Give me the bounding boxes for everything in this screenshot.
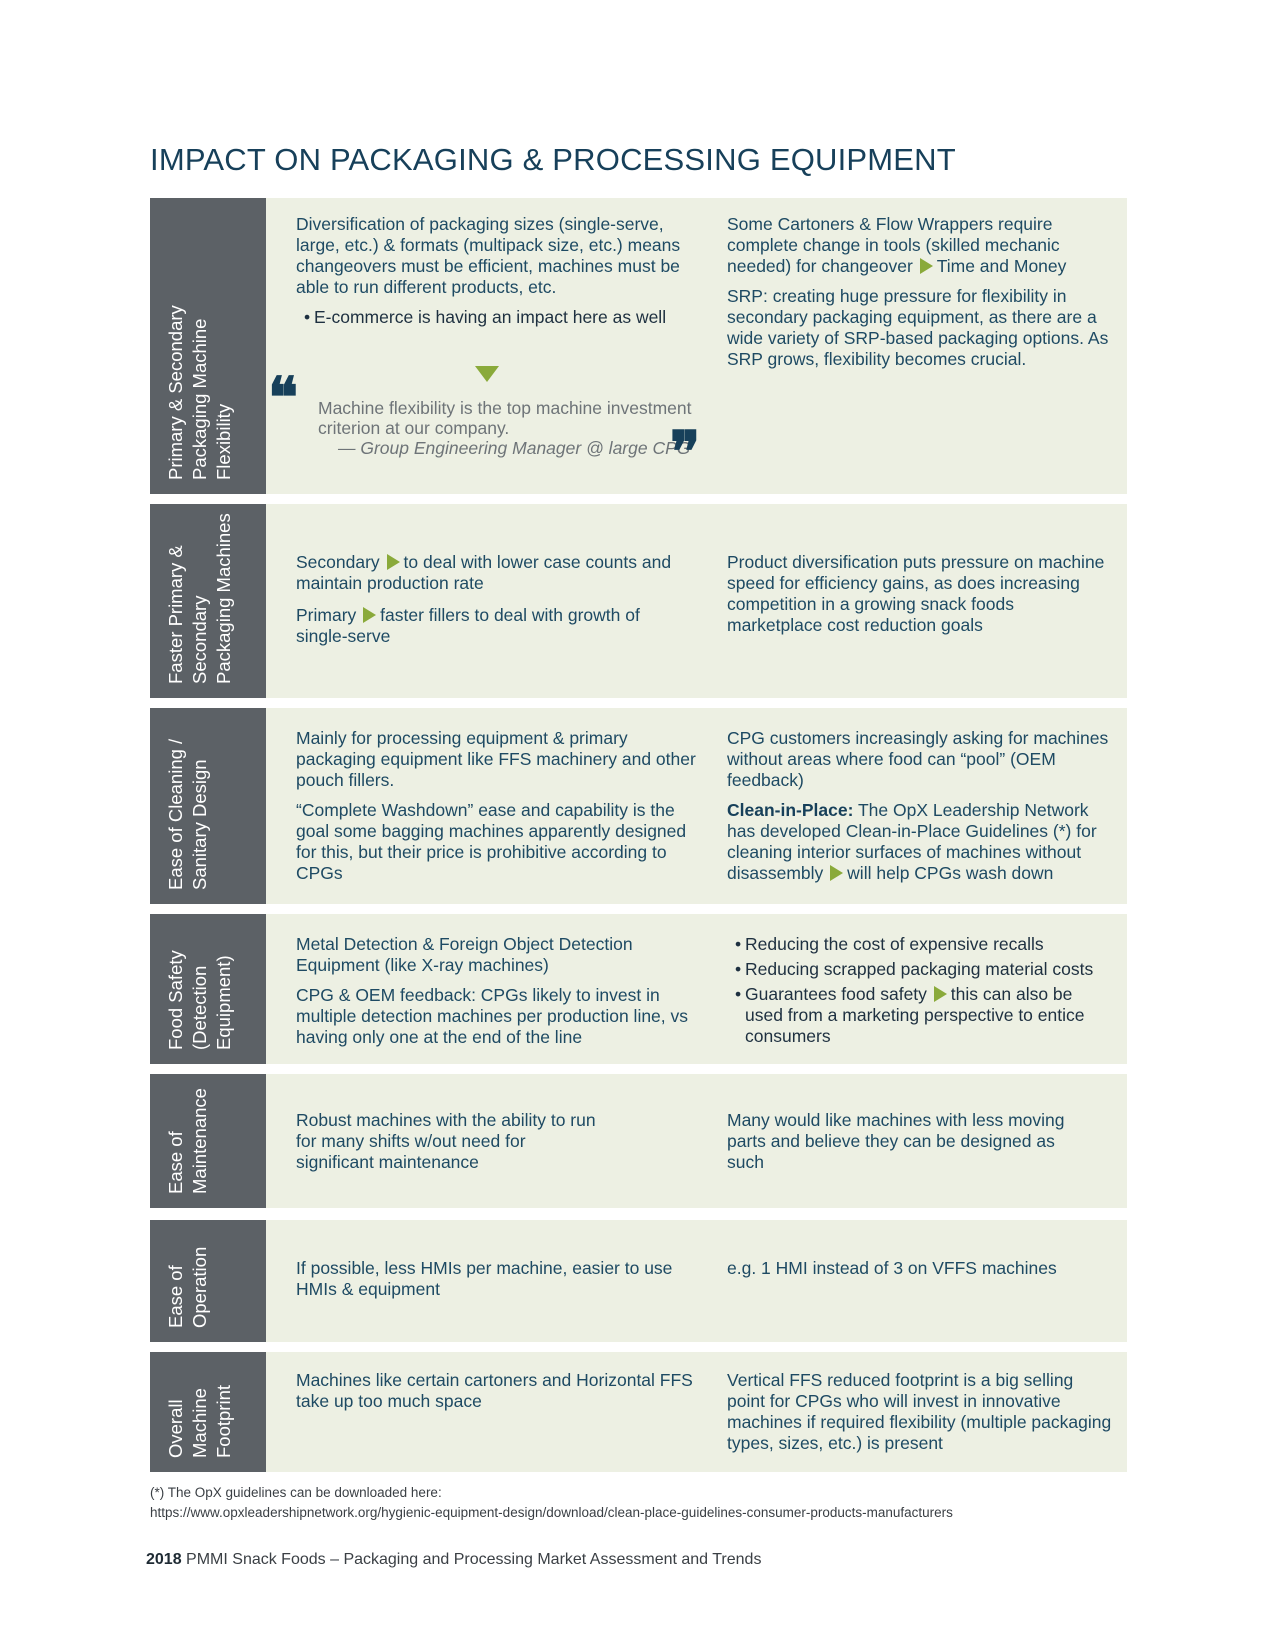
left-column — [296, 1370, 696, 1421]
arrow-right-icon — [387, 554, 400, 570]
bullet-text: E-commerce is having an impact here as well — [314, 307, 667, 327]
row-ease-of-maintenance — [150, 1074, 1127, 1208]
paragraph: Many would like machines with less moving parts and believe they can be designed as such — [727, 1110, 1065, 1172]
row-label — [150, 914, 266, 1064]
paragraph: faster fillers to deal with growth of single-serve — [296, 605, 640, 646]
row-label — [150, 504, 266, 698]
arrow-right-icon — [934, 986, 947, 1002]
paragraph: If possible, less HMIs per machine, easier to use HMIs & equipment — [296, 1258, 673, 1299]
label-line: Flexibility — [213, 403, 234, 480]
row-machine-footprint — [150, 1352, 1127, 1472]
left-column — [296, 1258, 696, 1309]
bullet-text: Reducing the cost of expensive recalls — [745, 934, 1044, 954]
row-machine-flexibility — [150, 198, 1127, 494]
row-label — [150, 1220, 266, 1342]
right-column — [727, 1110, 1082, 1182]
paragraph: e.g. 1 HMI instead of 3 on VFFS machines — [727, 1258, 1057, 1278]
paragraph: Robust machines with the ability to run for many shifts w/out need for significant maintenance — [296, 1110, 596, 1172]
label-line: Overall — [165, 1399, 186, 1458]
paragraph-emphasis: Time and Money — [936, 256, 1067, 276]
paragraph: Mainly for processing equipment & primary packaging equipment like FFS machinery and other pouch fillers. — [296, 728, 696, 790]
left-column — [296, 214, 696, 332]
label-line: Secondary — [189, 595, 210, 684]
right-column — [735, 934, 1115, 1051]
row-label-text — [164, 1385, 236, 1458]
label-line: Ease of Cleaning / — [165, 738, 186, 890]
open-quote-icon: ❝ — [268, 365, 299, 431]
row-label-text — [164, 305, 236, 480]
left-column — [296, 728, 696, 893]
right-column — [727, 552, 1112, 645]
paragraph: will help CPGs wash down — [847, 863, 1054, 883]
row-faster-machines — [150, 504, 1127, 698]
paragraph: Machines like certain cartoners and Horizontal FFS take up too much space — [296, 1370, 693, 1411]
left-column — [296, 1110, 606, 1182]
footer-text: PMMI Snack Foods – Packaging and Processing Market Assessment and Trends — [186, 1551, 762, 1568]
label-line: Ease of — [165, 1131, 186, 1194]
label-line: Packaging Machine — [189, 318, 210, 480]
bullet-text: Guarantees food safety — [745, 984, 927, 1004]
right-column — [727, 1370, 1112, 1463]
paragraph: to deal with lower case counts and maintain production rate — [296, 552, 672, 593]
right-column — [727, 214, 1112, 379]
paragraph: “Complete Washdown” ease and capability is the goal some bagging machines apparently designed for this, but their price is prohibitive according to CPGs — [296, 800, 687, 883]
bullet-text: this can also be used from a marketing perspective to entice consumers — [745, 984, 1085, 1046]
bullet-item — [735, 959, 1115, 980]
paragraph: Some Cartoners & Flow Wrappers require complete change in tools (skilled mechanic needed) for changeover — [727, 214, 1060, 276]
paragraph: Metal Detection & Foreign Object Detection Equipment (like X-ray machines) — [296, 934, 633, 975]
label-line: Operation — [189, 1246, 210, 1328]
arrow-right-icon — [363, 607, 376, 623]
paragraph: CPG & OEM feedback: CPGs likely to invest in multiple detection machines per production line, vs having only one at the end of the line — [296, 985, 689, 1047]
row-food-safety — [150, 914, 1127, 1064]
paragraph: Vertical FFS reduced footprint is a big selling point for CPGs who will invest in innovative machines if required flexibility (multiple packaging types, sizes, etc.) is present — [727, 1370, 1112, 1453]
arrow-right-icon — [830, 865, 843, 881]
label-line: Machine — [189, 1388, 210, 1458]
row-label — [150, 1074, 266, 1208]
label-line: (Detection — [189, 965, 210, 1050]
label-line: Maintenance — [189, 1088, 210, 1194]
paragraph: Product diversification puts pressure on machine speed for efficiency gains, as does increasing competition in a growing snack foods marketplace cost reduction goals — [727, 552, 1105, 635]
bullet-dot: • — [735, 959, 742, 979]
page-footer — [146, 1551, 761, 1569]
row-ease-of-operation — [150, 1220, 1127, 1342]
right-column — [727, 1258, 1112, 1288]
label-line: Equipment) — [213, 955, 234, 1050]
bullet-dot: • — [304, 307, 311, 327]
paragraph: The OpX Leadership Network has developed Clean-in-Place Guidelines (*) for cleaning interior surfaces of machines without disassembly — [727, 800, 1097, 883]
label-line: Footprint — [213, 1384, 234, 1458]
label-line: Ease of — [165, 1265, 186, 1328]
bullet-dot: • — [735, 934, 742, 954]
footnote — [150, 1483, 953, 1523]
label-line: Packaging Machines — [213, 513, 234, 684]
bullet-text: Reducing scrapped packaging material costs — [745, 959, 1094, 979]
paragraph: Primary — [296, 605, 357, 625]
row-label-text — [164, 739, 212, 890]
label-line: Sanitary Design — [189, 759, 210, 890]
footnote-line: (*) The OpX guidelines can be downloaded here: — [150, 1485, 442, 1500]
paragraph: Secondary — [296, 552, 380, 572]
bullet-item — [304, 307, 696, 328]
paragraph: Diversification of packaging sizes (single-serve, large, etc.) & formats (multipack size, etc.) means changeovers must be efficient, machines must be able to run different products, etc. — [296, 214, 681, 297]
row-label — [150, 198, 266, 494]
footer-year: 2018 — [146, 1551, 182, 1568]
row-label-text — [164, 1247, 212, 1328]
left-column — [296, 552, 696, 656]
row-label-text — [164, 950, 236, 1050]
label-line: Food Safety — [165, 950, 186, 1050]
label-line: Primary & Secondary — [165, 305, 186, 480]
bullet-item — [735, 934, 1115, 955]
row-sanitary-design — [150, 708, 1127, 904]
quote-text: Machine flexibility is the top machine investment criterion at our company. — [318, 398, 692, 438]
right-column — [727, 728, 1112, 893]
page-title: IMPACT ON PACKAGING & PROCESSING EQUIPMENT — [150, 142, 956, 177]
quote-attribution: — Group Engineering Manager @ large CPG — [338, 438, 691, 458]
paragraph: CPG customers increasingly asking for machines without areas where food can “pool” (OEM feedback) — [727, 728, 1109, 790]
row-label — [150, 1352, 266, 1472]
footnote-url[interactable]: https://www.opxleadershipnetwork.org/hygienic-equipment-design/download/clean-place-guidelines-consumer-products-manufacturers — [150, 1505, 953, 1520]
down-arrow-icon — [475, 366, 499, 382]
label-line: Faster Primary & — [165, 545, 186, 684]
row-label-text — [164, 1088, 212, 1194]
row-label — [150, 708, 266, 904]
left-column — [296, 934, 696, 1057]
close-quote-icon: ❞ — [670, 419, 701, 485]
arrow-right-icon — [920, 258, 933, 274]
clean-in-place-heading: Clean-in-Place: — [727, 800, 854, 820]
bullet-dot: • — [735, 984, 742, 1004]
row-label-text — [164, 513, 236, 684]
paragraph: SRP: creating huge pressure for flexibility in secondary packaging equipment, as there are a wide variety of SRP-based packaging options. As SRP grows, flexibility becomes crucial. — [727, 286, 1109, 369]
bullet-item — [735, 984, 1115, 1047]
